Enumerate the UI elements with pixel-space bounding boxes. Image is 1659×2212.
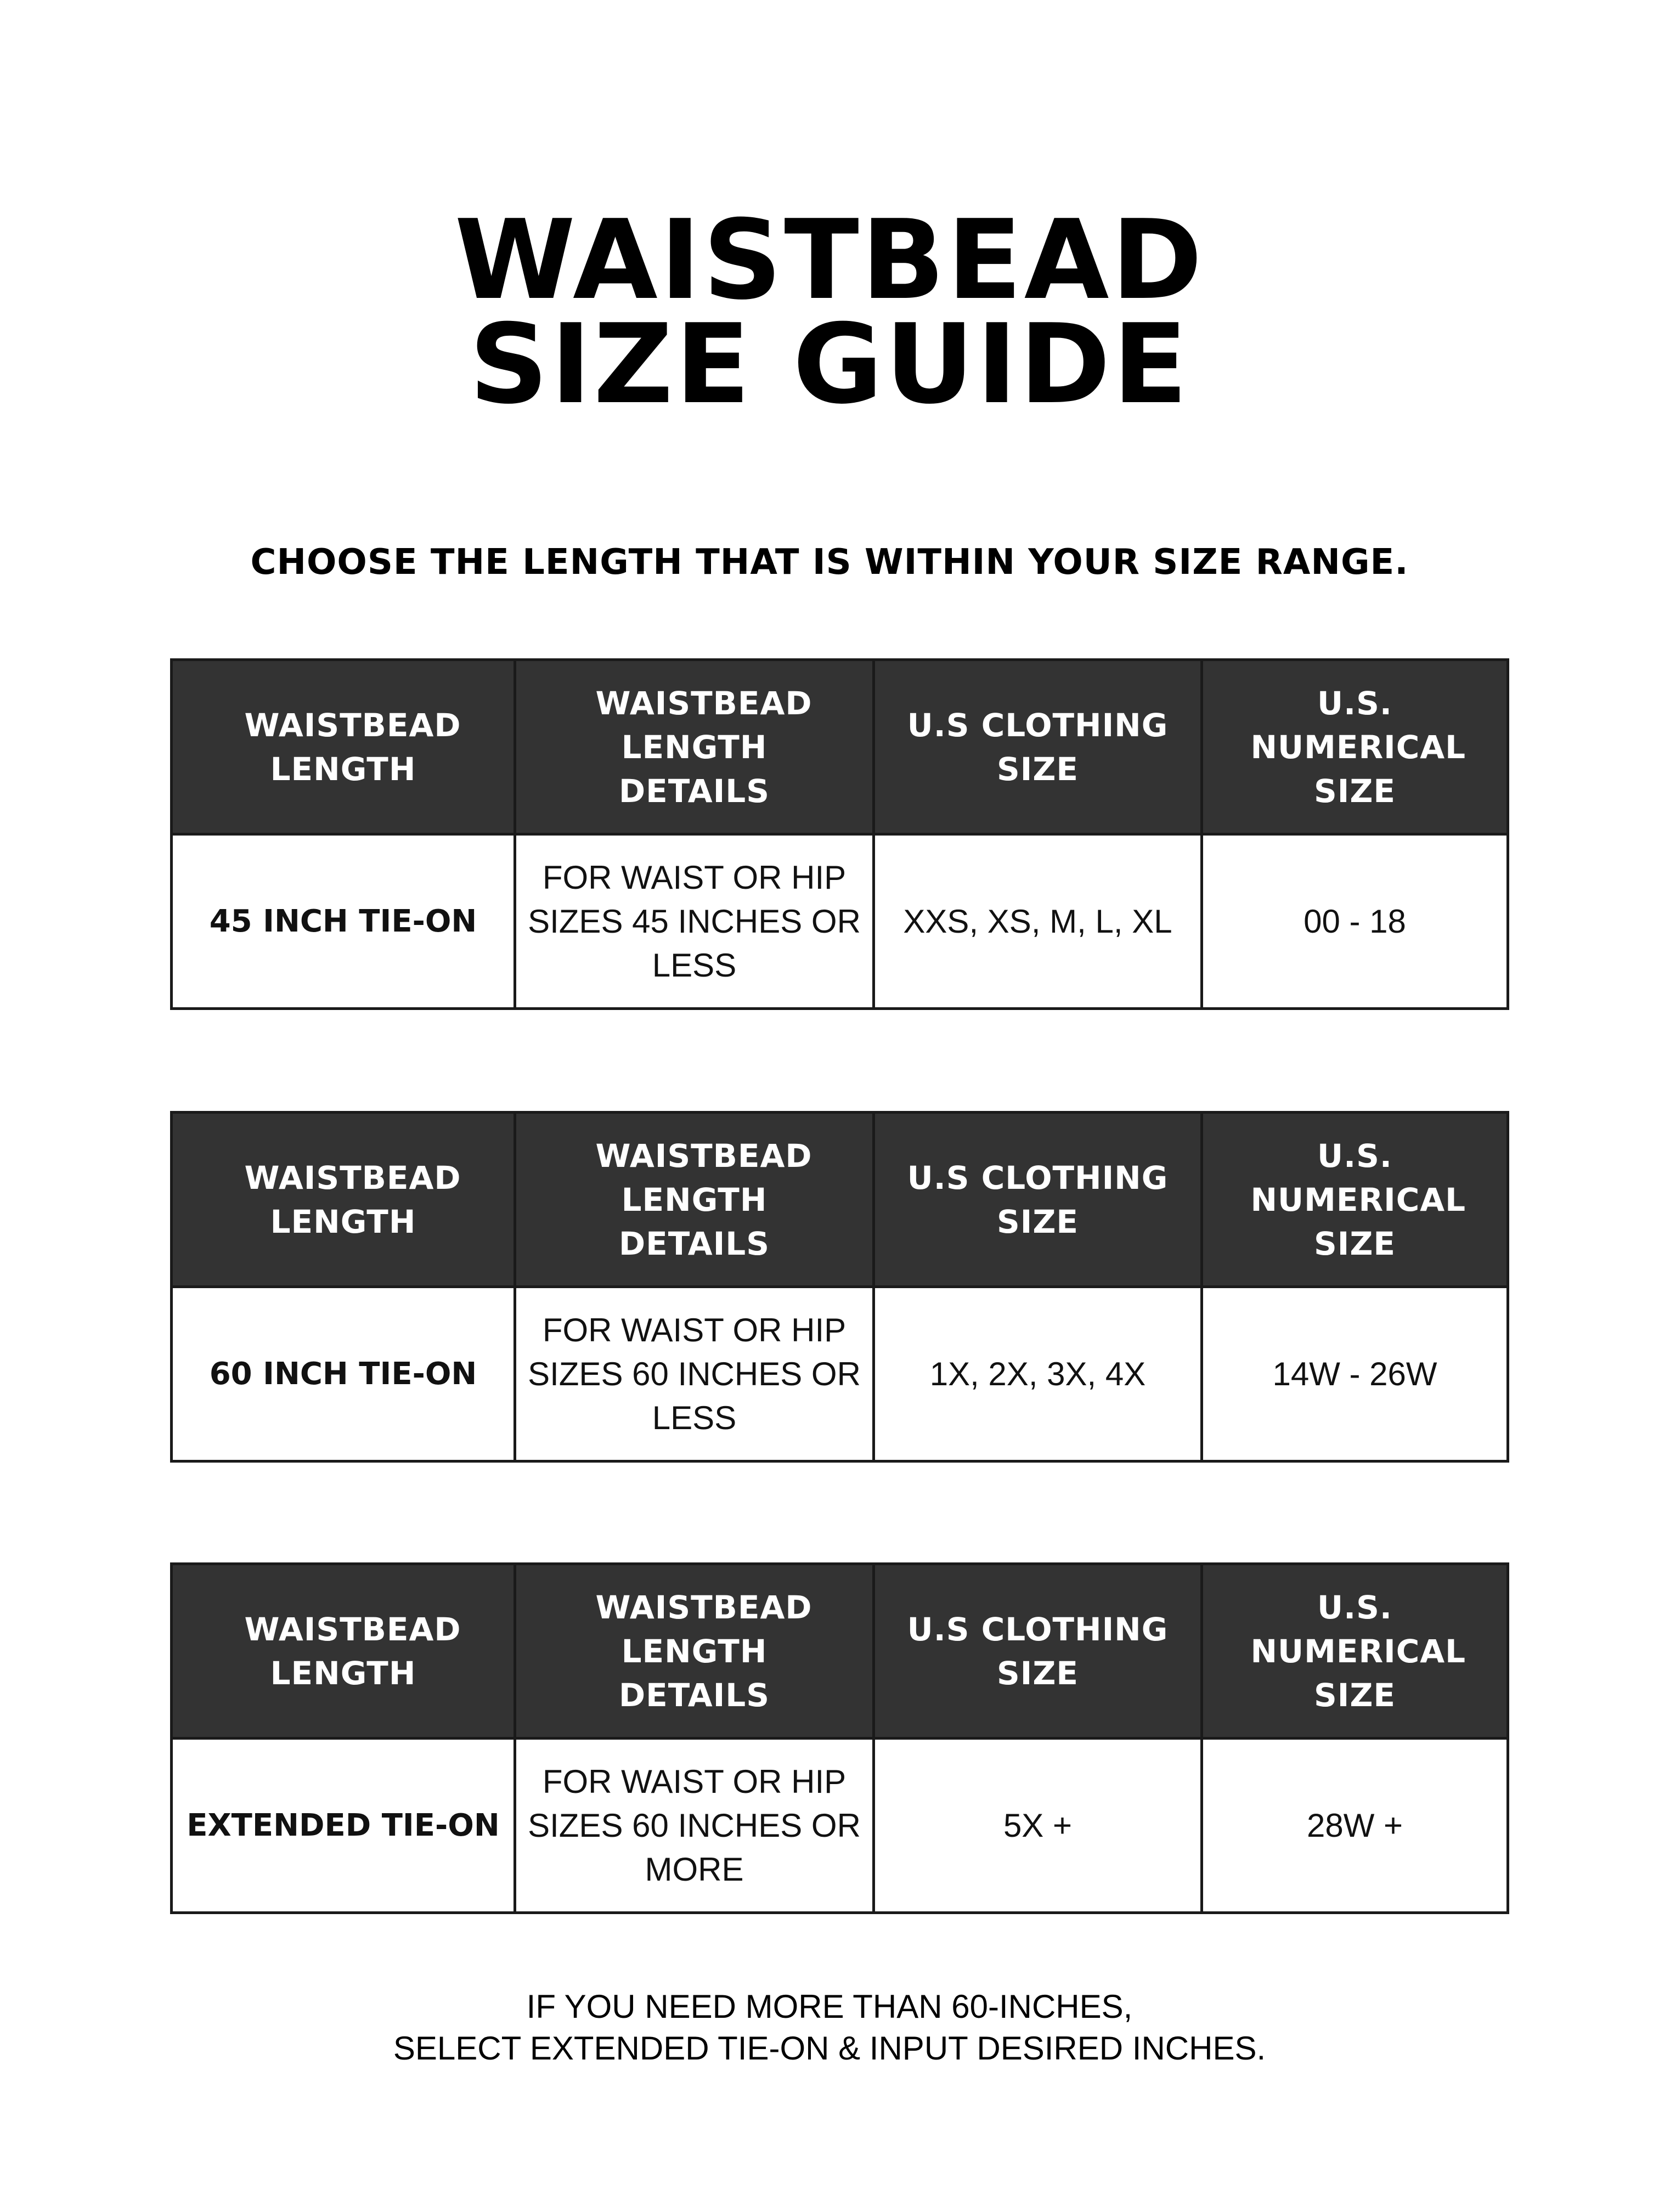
cell-details: FOR WAIST OR HIP SIZES 60 INCHES OR MORE	[515, 1739, 874, 1913]
cell-numerical-size: 14W - 26W	[1202, 1287, 1508, 1462]
instruction-text: CHOOSE THE LENGTH THAT IS WITHIN YOUR SIZE RANGE.	[250, 542, 1409, 583]
table-header-row	[172, 1113, 1508, 1287]
header-clothing-size: U.S CLOTHING SIZE	[874, 660, 1202, 834]
header-waistbead-length: WAISTBEAD LENGTH	[172, 660, 515, 834]
table-row	[172, 1739, 1508, 1913]
title-line-2: SIZE GUIDE	[469, 301, 1190, 428]
title-line-1: WAISTBEAD	[454, 196, 1205, 324]
footnote	[0, 1986, 1659, 2069]
table-header-row	[172, 1564, 1508, 1739]
header-numerical-size: U.S. NUMERICAL SIZE	[1202, 1564, 1508, 1739]
cell-numerical-size: 28W +	[1202, 1739, 1508, 1913]
cell-clothing-size: 1X, 2X, 3X, 4X	[874, 1287, 1202, 1462]
table-header-row	[172, 660, 1508, 834]
cell-clothing-size: 5X +	[874, 1739, 1202, 1913]
footnote-line-1: IF YOU NEED MORE THAN 60-INCHES,	[526, 1988, 1133, 2025]
header-length-details: WAISTBEAD LENGTH DETAILS	[515, 660, 874, 834]
header-clothing-size: U.S CLOTHING SIZE	[874, 1113, 1202, 1287]
cell-details: FOR WAIST OR HIP SIZES 60 INCHES OR LESS	[515, 1287, 874, 1462]
header-waistbead-length: WAISTBEAD LENGTH	[172, 1564, 515, 1739]
cell-clothing-size: XXS, XS, M, L, XL	[874, 834, 1202, 1009]
size-table-60-inch	[170, 1111, 1509, 1463]
cell-length: EXTENDED TIE-ON	[172, 1739, 515, 1913]
cell-length: 60 INCH TIE-ON	[172, 1287, 515, 1462]
header-clothing-size: U.S CLOTHING SIZE	[874, 1564, 1202, 1739]
header-length-details: WAISTBEAD LENGTH DETAILS	[515, 1564, 874, 1739]
header-numerical-size: U.S. NUMERICAL SIZE	[1202, 1113, 1508, 1287]
header-waistbead-length: WAISTBEAD LENGTH	[172, 1113, 515, 1287]
table-row	[172, 1287, 1508, 1462]
footnote-line-2: SELECT EXTENDED TIE-ON & INPUT DESIRED INCHES.	[393, 2030, 1266, 2067]
page-title	[0, 196, 1659, 428]
size-table-extended	[170, 1562, 1509, 1914]
cell-length: 45 INCH TIE-ON	[172, 834, 515, 1009]
header-length-details: WAISTBEAD LENGTH DETAILS	[515, 1113, 874, 1287]
header-numerical-size: U.S. NUMERICAL SIZE	[1202, 660, 1508, 834]
cell-details: FOR WAIST OR HIP SIZES 45 INCHES OR LESS	[515, 834, 874, 1009]
size-table-45-inch	[170, 658, 1509, 1010]
table-row	[172, 834, 1508, 1009]
cell-numerical-size: 00 - 18	[1202, 834, 1508, 1009]
